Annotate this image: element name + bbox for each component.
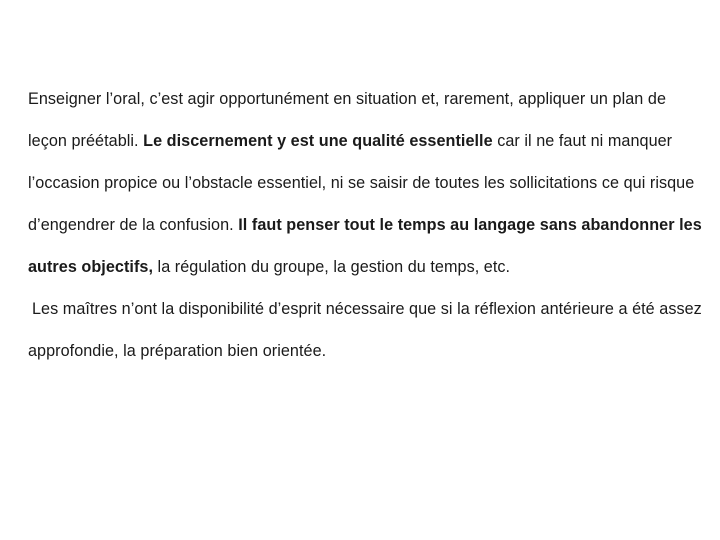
text-block — [28, 78, 703, 372]
paragraph-1-emphasis-langage: Il faut penser tout le temps au langage sans abandonner les autres objectifs, — [28, 216, 702, 276]
paragraph-1 — [28, 78, 703, 288]
paragraph-1-intro: Enseigner l’oral, c’est agir opportunément en situation et, rarement, appliquer un plan de leçon préétabli. — [28, 90, 666, 150]
paragraph-1-emphasis-discernement: Le discernement y est une qualité essentielle — [143, 132, 493, 150]
paragraph-2: Les maîtres n’ont la disponibilité d’esprit nécessaire que si la réflexion antérieure a été assez approfondie, la préparation bien orientée. — [28, 300, 702, 360]
paragraph-1-middle: car il ne faut ni manquer l’occasion propice ou l’obstacle essentiel, ni se saisir de toutes les sollicitations ce qui risque d’engendrer de la confusion. — [28, 132, 695, 234]
paragraph-1-end: la régulation du groupe, la gestion du temps, etc. — [153, 258, 511, 276]
